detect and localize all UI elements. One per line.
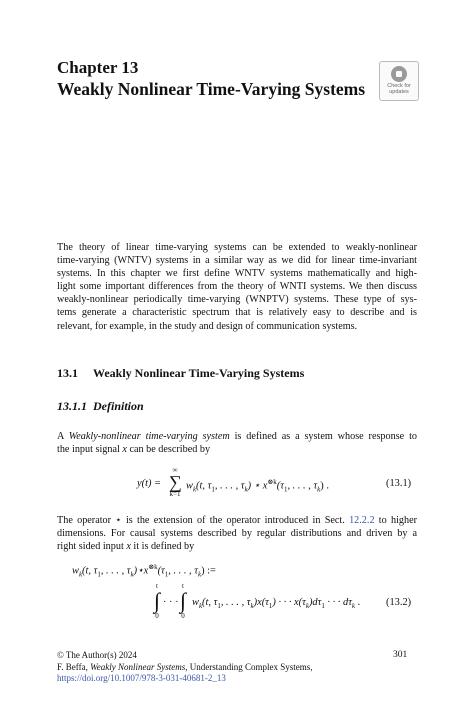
intro-line: weakly-nonlinear periodically time-varying (WNPTV) systems. These type of sys- bbox=[57, 294, 417, 306]
intro-line: The theory of linear time-varying systems can be extended to weakly-nonlinear bbox=[57, 242, 417, 253]
equation-13-1-body: $w_k(t$, $\tau_1$, . . . , $\tau_k$) ⋆ $x^{\otimes k}(\tau_1$, . . . , $\tau_k$) . bbox=[186, 478, 329, 494]
equation-13-2-line1: $w_k(t$, $\tau_1$, . . . , $\tau_k)⋆x^{\otimes k}(\tau_1$, . . . , $\tau_k$) := bbox=[72, 563, 216, 579]
operator-line: right sided input x it is defined by bbox=[57, 541, 195, 553]
subsection-title: Definition bbox=[93, 399, 144, 413]
page-number: 301 bbox=[393, 650, 408, 660]
section-number: 13.1 bbox=[57, 366, 78, 380]
equation-13-1-sum bbox=[169, 466, 181, 498]
intro-line: light some important differences from the theory of WNTI systems. We then discuss bbox=[57, 281, 417, 293]
chapter-label: Chapter 13 bbox=[57, 58, 139, 77]
integral-1-lower: 0 bbox=[155, 612, 159, 620]
section-heading bbox=[57, 366, 304, 381]
integral-dots: · · · bbox=[163, 597, 179, 608]
defined-term: Weakly-nonlinear time-varying system bbox=[68, 431, 230, 442]
intro-line: relevant, for example, in the study and design of communication systems. bbox=[57, 320, 358, 332]
equation-13-2-number: (13.2) bbox=[386, 597, 412, 608]
integral-1-symbol: ∫ bbox=[153, 588, 161, 613]
intro-line: tems generate a characteristic spectrum that is relatively easy to describe and is bbox=[57, 307, 417, 319]
badge-text bbox=[380, 83, 418, 95]
integral-1-upper: t bbox=[156, 582, 158, 590]
book-title: Weakly Nonlinear Systems bbox=[90, 661, 186, 672]
badge-line-2: updates bbox=[389, 89, 409, 95]
integral-2-symbol: ∫ bbox=[179, 588, 187, 613]
equation-13-1-lhs: y(t) = bbox=[137, 478, 162, 489]
intro-paragraph bbox=[57, 241, 417, 333]
definition-paragraph bbox=[57, 430, 417, 456]
doi-link[interactable]: https://doi.org/10.1007/978-3-031-40681-2_13 bbox=[57, 673, 226, 683]
definition-line: A Weakly-nonlinear time-varying system is defined as a system whose response to bbox=[57, 431, 418, 442]
sum-upper-limit: ∞ bbox=[172, 466, 178, 474]
sum-lower-limit: k=1 bbox=[169, 490, 181, 498]
footer bbox=[57, 650, 313, 685]
check-for-updates-badge[interactable] bbox=[379, 61, 419, 101]
section-ref-link[interactable]: 12.2.2 bbox=[349, 515, 375, 526]
sum-symbol: ∑ bbox=[169, 472, 182, 492]
section-title: Weakly Nonlinear Time-Varying Systems bbox=[93, 366, 305, 380]
subsection-heading bbox=[57, 399, 144, 414]
badge-line-1: Check for bbox=[387, 83, 411, 89]
subsection-number: 13.1.1 bbox=[57, 399, 87, 413]
operator-line: The operator ⋆ is the extension of the operator introduced in Sect. 12.2.2 to higher bbox=[57, 515, 418, 526]
operator-paragraph bbox=[57, 514, 417, 553]
integral-2-lower: 0 bbox=[181, 612, 185, 620]
intro-line: time-varying (WNTV) systems in a similar way as we did for linear time-invariant bbox=[57, 255, 417, 267]
integral-1 bbox=[150, 582, 164, 620]
intro-line: systems. In this chapter we first define WNTV systems mathematically and high- bbox=[57, 268, 417, 280]
integral-2-upper: t bbox=[182, 582, 184, 590]
copyright: © The Author(s) 2024 bbox=[57, 650, 137, 660]
equation-13-1-number: (13.1) bbox=[386, 478, 412, 489]
chapter-title: Weakly Nonlinear Time-Varying Systems bbox=[57, 79, 366, 99]
citation: F. Beffa, Weakly Nonlinear Systems, Understanding Complex Systems, bbox=[57, 661, 313, 672]
integral-2 bbox=[176, 582, 190, 620]
operator-line: dimensions. For causal systems described by regular distributions and driven by a bbox=[57, 528, 417, 540]
definition-line: the input signal x can be described by bbox=[57, 444, 211, 456]
equation-13-2-body: $w_k(t$, $\tau_1$, . . . , $\tau_k)x(\tau_1)$ · · · $x(\tau_k)d\tau_1$ · · · $d\tau_k$ . bbox=[192, 597, 361, 611]
bookmark-icon bbox=[391, 66, 407, 82]
